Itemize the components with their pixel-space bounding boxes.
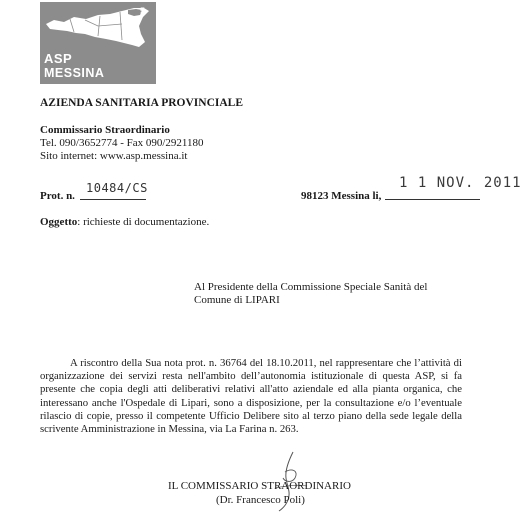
protocol-label: Prot. n. [40, 190, 75, 202]
letter-body: A riscontro della Sua nota prot. n. 36764 del 18.10.2011, nel rappresentare che l’attività di organizzazione dei servizi resta nell'ambito dell’autonomia istituzionale di questa ASP, si fa presente che copia degli atti deliberativi relativi all'atto aziendale ed alla pianta organica, che interessano anche l'Ospedale di Lipari, sono a disposizione, per la consultazione e/o l’eventuale rilascio di copie, presso il competente Ufficio Delibere sito al terzo piano della sede legale della scrivente Amministrazione in Messina, via La Farina n. 263. [40, 357, 462, 436]
logo-line-messina: MESSINA [44, 66, 105, 80]
place-label: 98123 Messina li, [301, 190, 382, 202]
subject-line [40, 216, 209, 229]
date-underline [385, 199, 480, 200]
organization-name: AZIENDA SANITARIA PROVINCIALE [40, 97, 243, 109]
logo-district-number: 5 [140, 6, 146, 16]
signature-title: IL COMMISSARIO STRAORDINARIO [168, 480, 351, 492]
recipient-line-2: Comune di LIPARI [194, 294, 280, 306]
asp-messina-logo [40, 2, 156, 84]
protocol-underline [80, 199, 146, 200]
logo-line-asp: ASP [44, 51, 73, 66]
protocol-number: 10484/CS [86, 181, 148, 195]
website: Sito internet: www.asp.messina.it [40, 150, 188, 162]
office-name: Commissario Straordinario [40, 124, 170, 136]
subject-text: : richieste di documentazione. [77, 216, 210, 228]
subject-label: Oggetto [40, 216, 78, 228]
phone-fax: Tel. 090/3652774 - Fax 090/2921180 [40, 137, 204, 149]
date-stamp: 1 1 NOV. 2011 [399, 175, 522, 191]
recipient-line-1: Al Presidente della Commissione Speciale Sanità del [194, 281, 428, 293]
signature-name: (Dr. Francesco Poli) [216, 494, 305, 506]
